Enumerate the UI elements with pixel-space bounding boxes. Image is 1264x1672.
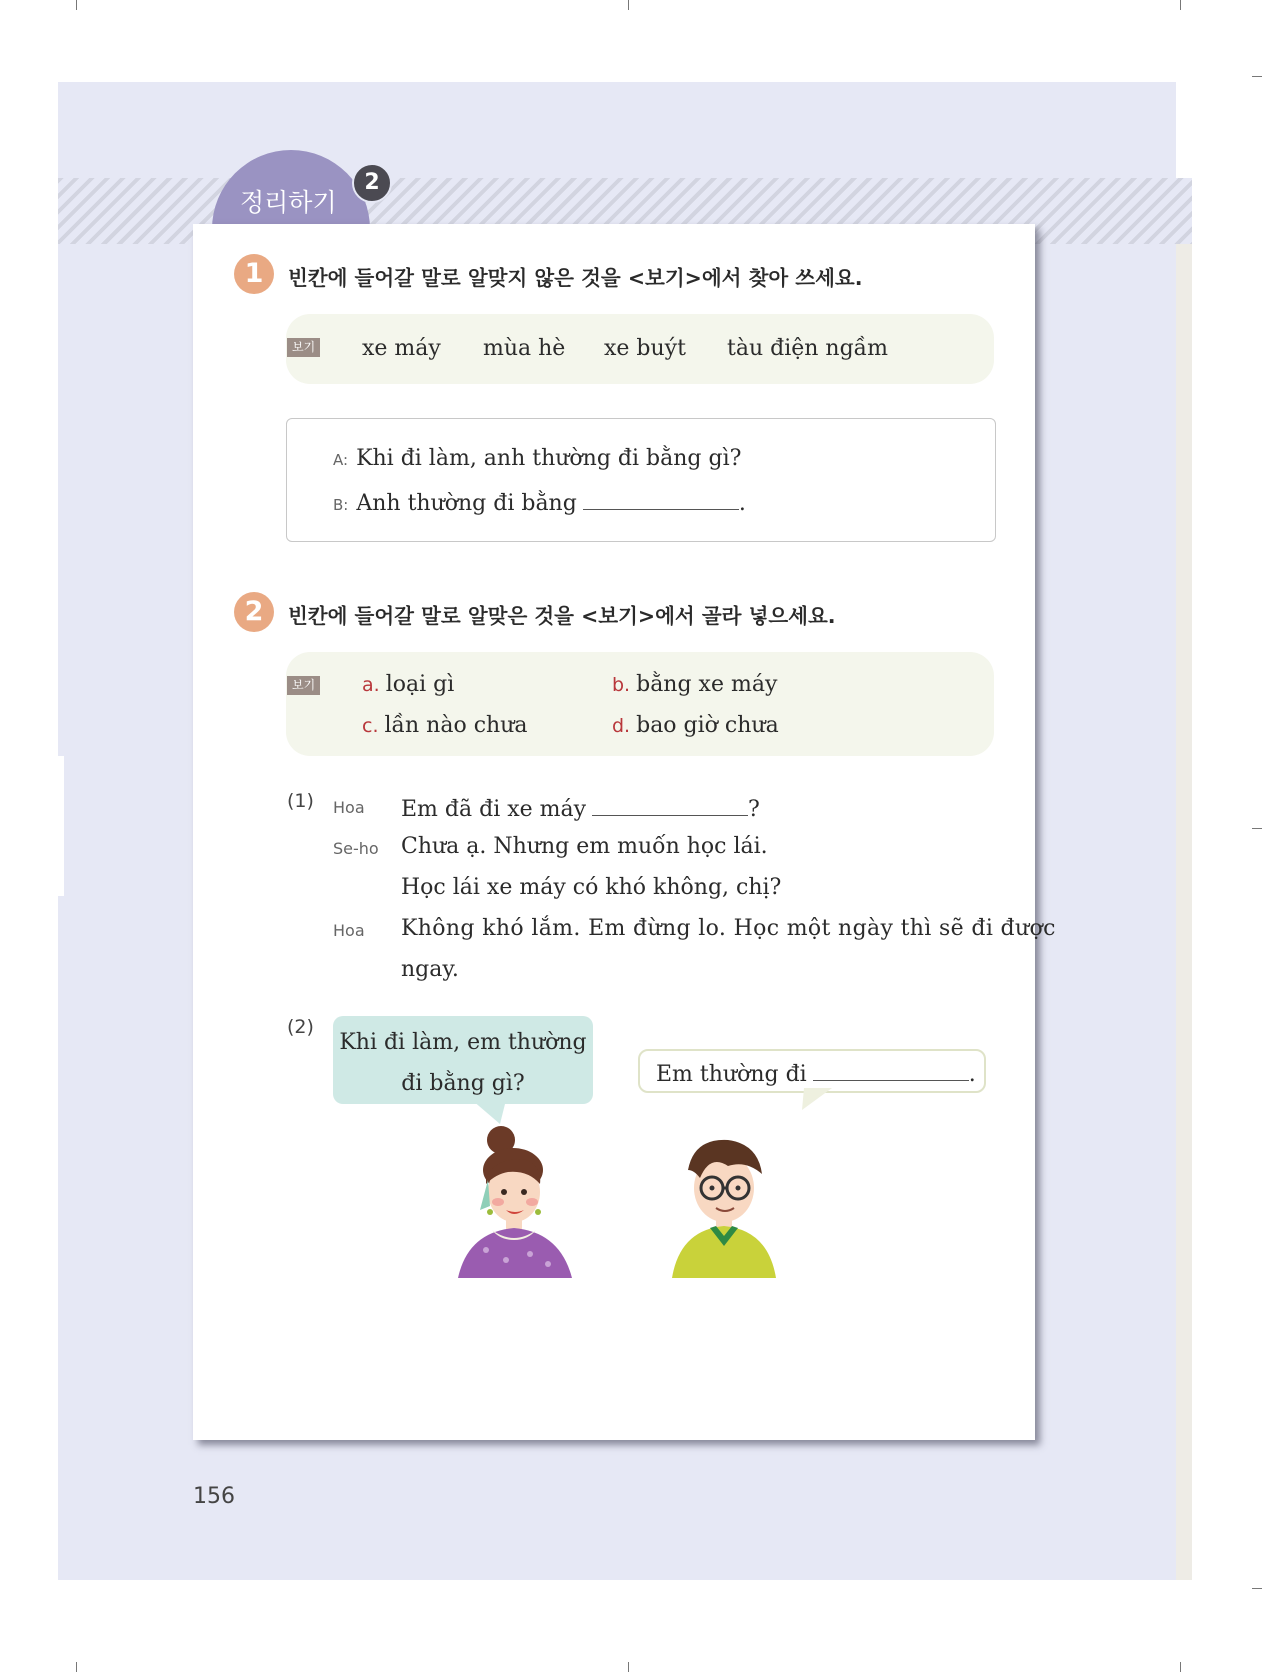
- q1-option: xe buýt: [604, 336, 686, 361]
- part-1-label: (1): [287, 790, 314, 812]
- dialog-line: ngay.: [401, 957, 459, 982]
- bubble-end: .: [968, 1062, 976, 1087]
- speaker-hoa: Hoa: [333, 921, 365, 940]
- q1-bogi-tag: 보기: [287, 338, 320, 357]
- speaker-seho: Se-ho: [333, 839, 379, 858]
- q1-option: mùa hè: [483, 336, 566, 361]
- speech-bubble-left-text: [333, 1022, 593, 1104]
- dialog-line: Học lái xe máy có khó không, chị?: [401, 875, 782, 900]
- question-1-badge: 1: [234, 254, 274, 294]
- speaker-label: A:: [333, 451, 349, 469]
- option-text: lần nào chưa: [384, 713, 528, 738]
- exercise-card: [193, 224, 1035, 1440]
- section-title: 정리하기: [240, 188, 337, 217]
- crop-mark: [76, 1662, 77, 1672]
- option-letter: a.: [362, 674, 380, 696]
- q1-dialog-line: [333, 446, 741, 471]
- dialog-end: ?: [748, 797, 760, 822]
- q2-option-d: [612, 713, 779, 738]
- woman-illustration: [438, 1122, 598, 1278]
- q2-example-box: [286, 652, 994, 756]
- answer-blank[interactable]: [583, 487, 739, 510]
- option-text: loại gì: [385, 672, 455, 697]
- man-illustration: [654, 1130, 804, 1278]
- bubble-tail-right: [800, 1088, 834, 1112]
- option-letter: c.: [362, 715, 379, 737]
- crop-mark: [1180, 1662, 1181, 1672]
- option-letter: b.: [612, 674, 631, 696]
- page-number: 156: [193, 1484, 235, 1509]
- bubble-line: đi bằng gì?: [401, 1071, 525, 1096]
- q2-option-c: [362, 713, 527, 738]
- crop-mark: [1252, 76, 1262, 77]
- crop-mark: [1180, 0, 1181, 10]
- speech-bubble-right-text: [656, 1058, 976, 1087]
- dialog-end: .: [738, 491, 746, 516]
- dialog-line: [401, 793, 760, 822]
- q1-dialog-box: [286, 418, 996, 542]
- crop-mark: [1252, 1588, 1262, 1589]
- answer-blank[interactable]: [592, 793, 748, 816]
- dialog-text: Em đã đi xe máy: [401, 797, 587, 822]
- crop-mark: [628, 1662, 629, 1672]
- question-2-badge: 2: [234, 592, 274, 632]
- speaker-label: B:: [333, 496, 349, 514]
- question-2-instruction: 빈칸에 들어갈 말로 알맞은 것을 <보기>에서 골라 넣으세요.: [288, 604, 836, 628]
- q1-option: xe máy: [362, 336, 441, 361]
- q1-option: tàu điện ngầm: [727, 336, 889, 361]
- speaker-hoa: Hoa: [333, 798, 365, 817]
- page-edge: [1176, 222, 1192, 1580]
- crop-mark: [1252, 828, 1262, 829]
- option-letter: d.: [612, 715, 631, 737]
- option-text: bao giờ chưa: [636, 713, 779, 738]
- bubble-line: Khi đi làm, em thường: [339, 1030, 587, 1055]
- crop-mark: [628, 0, 629, 10]
- q2-bogi-tag: 보기: [287, 676, 320, 695]
- margin-notch: [58, 756, 64, 896]
- dialog-text: Anh thường đi bằng: [356, 491, 577, 516]
- question-1-instruction: 빈칸에 들어갈 말로 알맞지 않은 것을 <보기>에서 찾아 쓰세요.: [288, 266, 863, 290]
- q2-option-a: [362, 672, 454, 697]
- crop-mark: [76, 0, 77, 10]
- dialog-line: Chưa ạ. Nhưng em muốn học lái.: [401, 834, 768, 859]
- part-2-label: (2): [287, 1016, 314, 1038]
- option-text: bằng xe máy: [636, 672, 778, 697]
- dialog-line: Không khó lắm. Em đừng lo. Học một ngày thì sẽ đi được: [401, 916, 1056, 941]
- q1-dialog-line: [333, 487, 746, 516]
- dialog-text: Khi đi làm, anh thường đi bằng gì?: [356, 446, 742, 471]
- q2-option-b: [612, 672, 777, 697]
- section-number: 2: [352, 163, 392, 203]
- bubble-text: Em thường đi: [656, 1062, 807, 1087]
- answer-blank[interactable]: [813, 1058, 969, 1081]
